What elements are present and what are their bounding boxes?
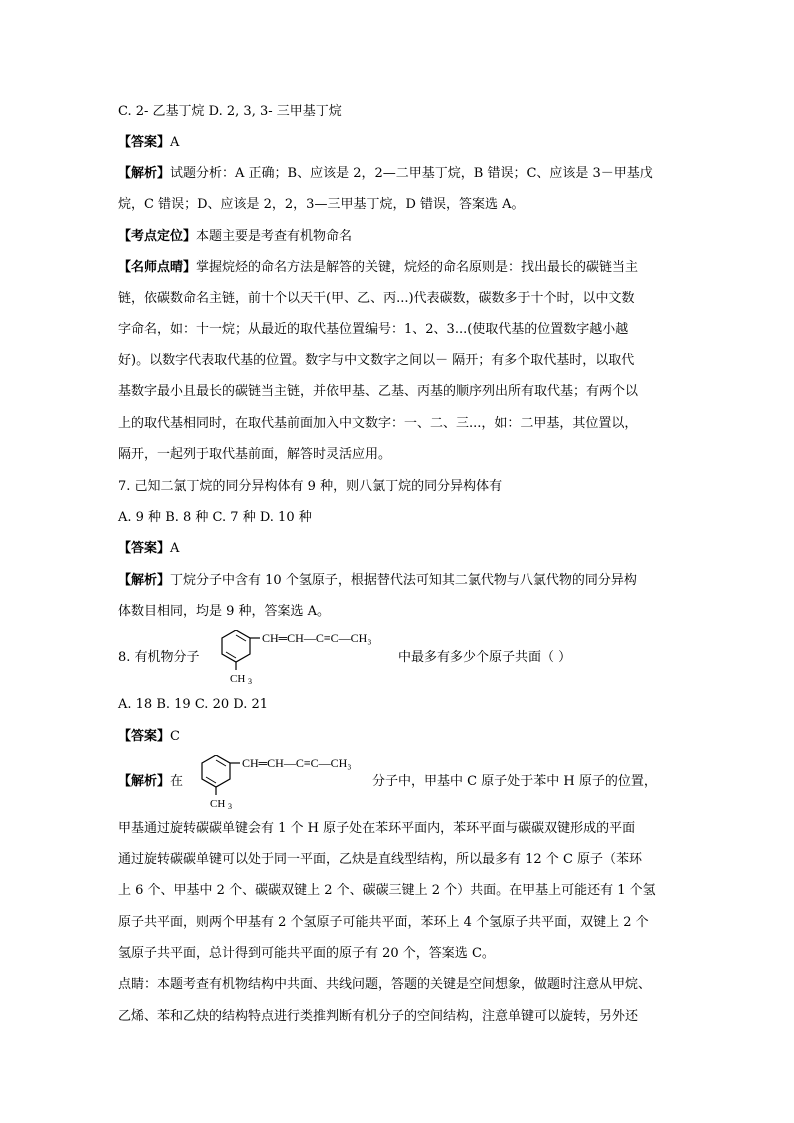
molecule-structure <box>210 630 400 684</box>
molecule-diagram <box>190 755 380 809</box>
question-7-options: A. 9 种 B. 8 种 C. 7 种 D. 10 种 <box>118 510 312 525</box>
analysis-line: 【解析】在 <box>118 774 184 789</box>
teacher-comment-line: 好)。以数字代表取代基的位置。数字与中文数字之间以－ 隔开；有多个取代基时，以取代 <box>118 353 635 368</box>
analysis-line: 氢原子共平面，总计得到可能共平面的原子有 20 个，答案选 C。 <box>118 946 495 961</box>
question-7: 7. 己知二氯丁烷的同分异构体有 9 种，则八氯丁烷的同分异构体有 <box>118 479 503 494</box>
tip-line: 乙烯、苯和乙炔的结构特点进行类推判断有机分子的空间结构，注意单键可以旋转，另外还 <box>118 1009 639 1024</box>
question-8-options: A. 18 B. 19 C. 20 D. 21 <box>118 697 269 712</box>
teacher-comment-line: 隔开，一起列于取代基前面，解答时灵活应用。 <box>118 447 392 462</box>
analysis-tag: 【解析】 <box>118 166 171 181</box>
answer-line: 【答案】C <box>118 729 180 744</box>
teacher-comment-tag: 【名师点晴】 <box>118 260 197 275</box>
analysis-tag: 【解析】 <box>118 774 171 789</box>
answer-tag: 【答案】 <box>118 135 171 150</box>
knowledge-point-tag: 【考点定位】 <box>118 229 197 244</box>
analysis-tag: 【解析】 <box>118 573 171 588</box>
analysis-line: 原子共平面，则两个甲基有 2 个氢原子可能共平面，苯环上 4 个氢原子共平面，双键上 2 个 <box>118 915 649 930</box>
analysis-line: 体数目相同，均是 9 种，答案选 A。 <box>118 604 331 619</box>
molecule-methyl-label: CH <box>230 673 246 684</box>
question-8-prefix: 8. 有机物分子 <box>118 650 200 665</box>
teacher-comment-line: 【名师点晴】掌握烷烃的命名方法是解答的关键，烷烃的命名原则是：找出最长的碳链当主 <box>118 260 639 275</box>
option-line-cd: C. 2- 乙基丁烷 D. 2, 3, 3- 三甲基丁烷 <box>118 104 342 119</box>
answer-tag: 【答案】 <box>118 541 171 556</box>
answer-line: 【答案】A <box>118 135 180 150</box>
analysis-line: 【解析】试题分析：A 正确；B、应该是 2，2—二甲基丁烷，B 错误；C、应该是 3－甲基戊 <box>118 166 653 181</box>
answer-tag: 【答案】 <box>118 729 171 744</box>
teacher-comment-line: 基数字最小且最长的碳链当主链，并依甲基、乙基、丙基的顺序列出所有取代基；有两个以 <box>118 384 639 399</box>
analysis-line: 【解析】丁烷分子中含有 10 个氢原子，根据替代法可知其二氯代物与八氯代物的同分异构 <box>118 573 637 588</box>
teacher-comment-line: 链，依碳数命名主链，前十个以天干(甲、乙、丙...)代表碳数，碳数多于十个时，以中文数 <box>118 291 635 306</box>
molecule-structure <box>190 755 380 809</box>
tip-line: 点睛：本题考查有机物结构中共面、共线问题，答题的关键是空间想象，做题时注意从甲烷、 <box>118 977 652 992</box>
analysis-line: 烷，C 错误；D、应该是 2，2，3—三甲基丁烷，D 错误，答案选 A。 <box>118 197 525 212</box>
answer-line: 【答案】A <box>118 541 180 556</box>
molecule-methyl-subscript: 3 <box>248 677 252 684</box>
analysis-line: 甲基通过旋转碳碳单键会有 1 个 H 原子处在苯环平面内，苯环平面与碳碳双键形成的平面 <box>118 821 636 836</box>
analysis-line: 通过旋转碳碳单键可以处于同一平面，乙炔是直线型结构，所以最多有 12 个 C 原子（苯环 <box>118 852 643 867</box>
teacher-comment-line: 上的取代基相同时，在取代基前面加入中文数字：一、二、三...，如：二甲基，其位置以， <box>118 416 638 431</box>
question-8-suffix: 中最多有多少个原子共面（ ） <box>398 650 572 665</box>
knowledge-point-line: 【考点定位】本题主要是考查有机物命名 <box>118 229 353 244</box>
molecule-methyl-label: CH <box>210 798 226 809</box>
molecule-diagram <box>210 630 400 684</box>
molecule-chain-text: CH═CH—C≡C—CH₃ <box>242 756 352 770</box>
teacher-comment-line: 字命名，如：十一烷；从最近的取代基位置编号：1、2、3...(使取代基的位置数字越小越 <box>118 322 629 337</box>
molecule-methyl-subscript: 3 <box>228 802 232 809</box>
analysis-line: 上 6 个、甲基中 2 个、碳碳双键上 2 个、碳碳三键上 2 个）共面。在甲基上可能还有 1 个氢 <box>118 883 656 898</box>
analysis-line-suffix: 分子中，甲基中 C 原子处于苯中 H 原子的位置， <box>372 774 657 789</box>
molecule-chain-text: CH═CH—C≡C—CH₃ <box>262 631 372 645</box>
